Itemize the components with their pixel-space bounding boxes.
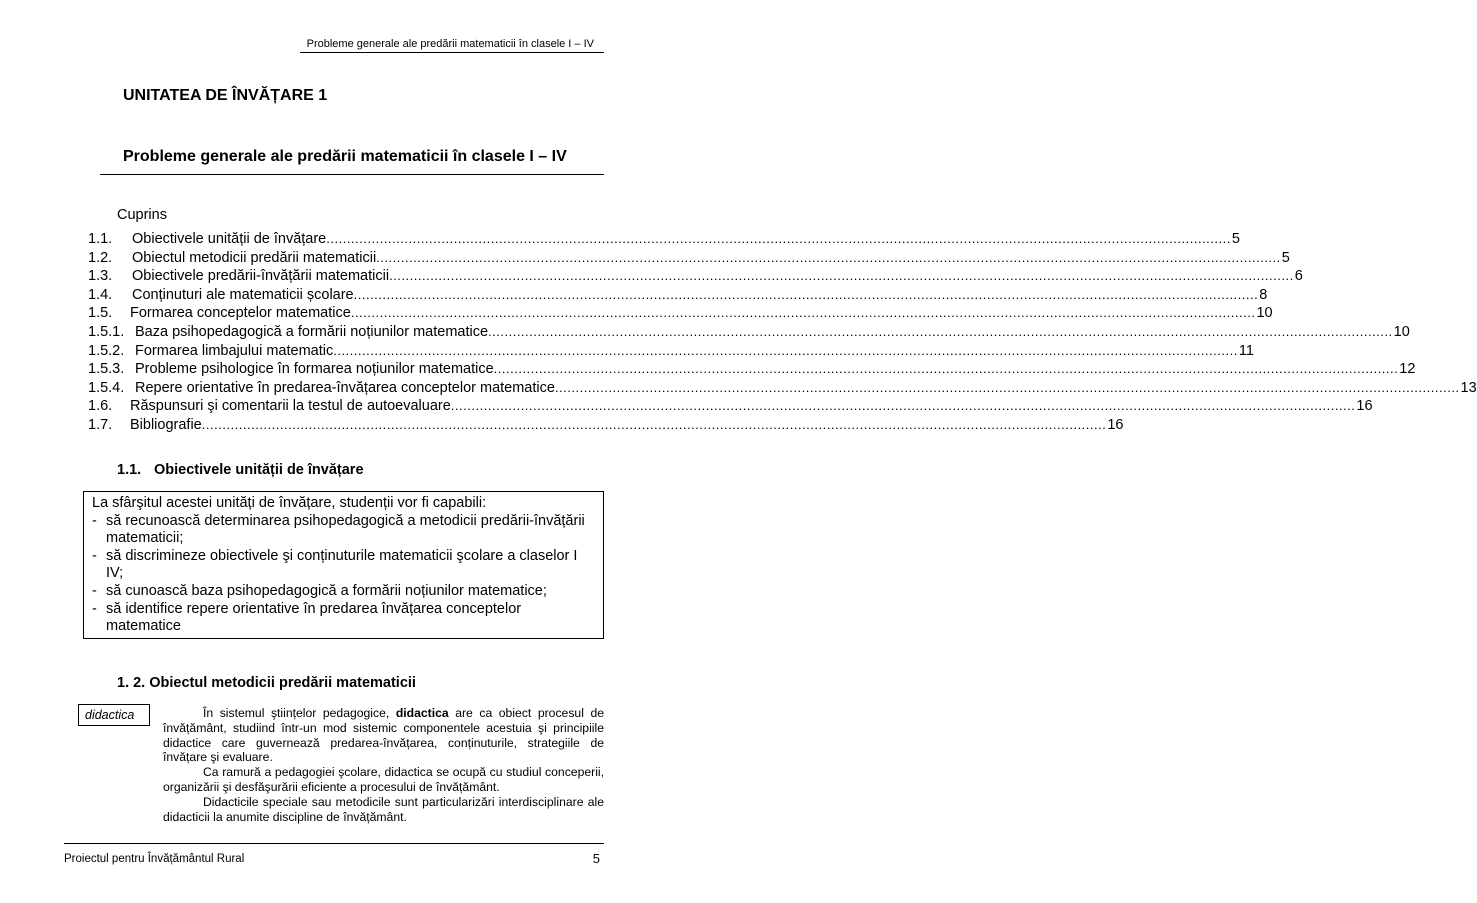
toc-entry (88, 230, 1240, 249)
body-paragraph: Didacticile speciale sau metodicile sunt particularizări interdisciplinare ale didacticii la anumite discipline de învățământ. (163, 794, 604, 824)
toc-dot-leader: ............................................................................................................................................................................................................................ (376, 249, 1281, 265)
toc-entry-page: 6 (1294, 268, 1303, 285)
section-heading-objectives (117, 461, 364, 479)
margin-keyword-label: didactica (78, 704, 150, 726)
section-title: Obiectivele unității de învățare (154, 462, 364, 478)
toc-entry-title: Conținuturi ale matematicii școlare (132, 286, 354, 303)
body-paragraph: În sistemul ştiințelor pedagogice, didactica are ca obiect procesul de învățământ, studiind într-un mod sistemic componentele acestuia şi principiile didactice care guvernează predarea-învățarea, conținuturile, strategiile de învățare şi evaluare. (163, 706, 605, 765)
toc-dot-leader: ............................................................................................................................................................................................................................ (554, 379, 1460, 395)
toc-dot-leader: ............................................................................................................................................................................................................................ (326, 231, 1231, 246)
toc-entry-title: Obiectivele unității de învățare (132, 231, 327, 247)
objective-item: - să cunoască baza psihopedagogică a formării noțiunilor matematice; (92, 582, 547, 599)
bold-term: didactica (395, 706, 449, 720)
toc-entry (88, 267, 1303, 286)
toc-entry-number: 1.2. (88, 249, 113, 266)
toc-entry-page: 11 (1238, 342, 1254, 359)
objective-text: să recunoască determinarea psihopedagogică a metodicii predării-învățării matematicii; (106, 512, 585, 547)
toc-entry-title: Formarea conceptelor matematice (130, 305, 351, 322)
toc-entry-number: 1.5.1. (88, 323, 125, 340)
objective-item: - să identifice repere orientative în predarea învățarea conceptelor matematice (92, 600, 522, 635)
toc-entry-page: 5 (1281, 249, 1290, 266)
toc-entry-title: Răspunsuri şi comentarii la testul de autoevaluare (130, 398, 451, 415)
toc-entry-page: 16 (1107, 416, 1124, 433)
toc-entry-page: 8 (1259, 286, 1268, 303)
objectives-intro: La sfârşitul acestei unități de învățare, studenții vor fi capabili: (92, 495, 487, 511)
toc-entry (88, 416, 1124, 435)
header-rule (300, 52, 604, 53)
toc-entry-number: 1.5.2. (88, 342, 125, 359)
toc-entry-page: 13 (1460, 379, 1477, 396)
toc-entry-title: Bibliografie (130, 416, 202, 433)
toc-entry-title: Obiectivele predării-învățării matematicii (132, 268, 390, 285)
objective-text: să cunoască baza psihopedagogică a formării noțiunilor matematice; (106, 582, 547, 599)
unit-subtitle: Probleme generale ale predării matematicii în clasele I – IV (123, 148, 567, 165)
table-of-contents (88, 230, 1477, 435)
toc-entry-title: Obiectul metodicii predării matematicii (132, 249, 377, 266)
toc-entry-number: 1.4. (88, 286, 113, 303)
toc-entry-page: 12 (1399, 361, 1416, 378)
footer-rule (64, 843, 604, 844)
toc-dot-leader: ............................................................................................................................................................................................................................ (493, 361, 1399, 377)
running-header: Probleme generale ale predării matematicii în clasele I – IV (306, 38, 594, 50)
footer-project-name: Proiectul pentru Învățământul Rural (64, 853, 245, 865)
title-rule (100, 174, 604, 175)
toc-entry (88, 323, 1410, 342)
objective-item: - să discrimineze obiectivele şi conținuturile matematicii şcolare a claselor I IV; (92, 547, 578, 582)
toc-entry-number: 1.5.4. (88, 379, 125, 396)
toc-dot-leader: ............................................................................................................................................................................................................................ (350, 305, 1256, 321)
section-number: 1.1. (117, 462, 142, 478)
toc-dot-leader: ............................................................................................................................................................................................................................ (201, 416, 1107, 432)
toc-title: Cuprins (117, 207, 167, 223)
toc-entry-title: Baza psihopedagogică a formării noțiunilor matematice (135, 323, 489, 340)
toc-entry (88, 360, 1416, 379)
page-number: 5 (592, 851, 600, 866)
unit-title: UNITATEA DE ÎNVĂȚARE 1 (123, 87, 328, 104)
toc-entry-number: 1.5. (88, 305, 113, 322)
section-heading-methodology: 1. 2. Obiectul metodicii predării matematicii (117, 675, 416, 691)
toc-entry-page: 5 (1231, 231, 1240, 247)
toc-dot-leader: ............................................................................................................................................................................................................................ (353, 286, 1259, 302)
objective-text: să identifice repere orientative în predarea învățarea conceptelor matematice (106, 600, 522, 635)
toc-entry-title: Repere orientative în predarea-învățarea conceptelor matematice (135, 379, 555, 396)
toc-entry-number: 1.3. (88, 268, 113, 285)
toc-entry-page: 16 (1356, 398, 1373, 415)
toc-entry (88, 379, 1477, 398)
toc-entry-number: 1.1. (88, 231, 113, 247)
toc-dot-leader: ............................................................................................................................................................................................................................ (488, 323, 1393, 339)
toc-dot-leader: ............................................................................................................................................................................................................................ (450, 398, 1356, 414)
toc-dot-leader: ............................................................................................................................................................................................................................ (333, 342, 1238, 358)
objective-text: să discrimineze obiectivele şi conținuturile matematicii şcolare a claselor I IV; (106, 547, 578, 582)
objectives-box (83, 491, 604, 639)
toc-entry-title: Formarea limbajului matematic (135, 342, 334, 359)
toc-entry-page: 10 (1256, 305, 1273, 322)
toc-dot-leader: ............................................................................................................................................................................................................................ (389, 268, 1294, 284)
toc-entry (88, 342, 1254, 361)
toc-entry-title: Probleme psihologice în formarea noțiunilor matematice (135, 361, 494, 378)
body-text (163, 706, 604, 824)
toc-entry (88, 249, 1290, 268)
toc-entry (88, 286, 1268, 305)
toc-entry (88, 397, 1373, 416)
toc-entry-number: 1.6. (88, 398, 113, 415)
objective-item: - să recunoască determinarea psihopedagogică a metodicii predării-învățării matematicii; (92, 512, 585, 547)
toc-entry-number: 1.5.3. (88, 361, 125, 378)
toc-entry-number: 1.7. (88, 416, 113, 433)
toc-entry (88, 304, 1273, 323)
toc-entry-page: 10 (1393, 323, 1410, 340)
body-paragraph: Ca ramură a pedagogiei şcolare, didactica se ocupă cu studiul conceperii, organizării şi desfăşurării eficiente a procesului de învățământ. (163, 765, 604, 794)
